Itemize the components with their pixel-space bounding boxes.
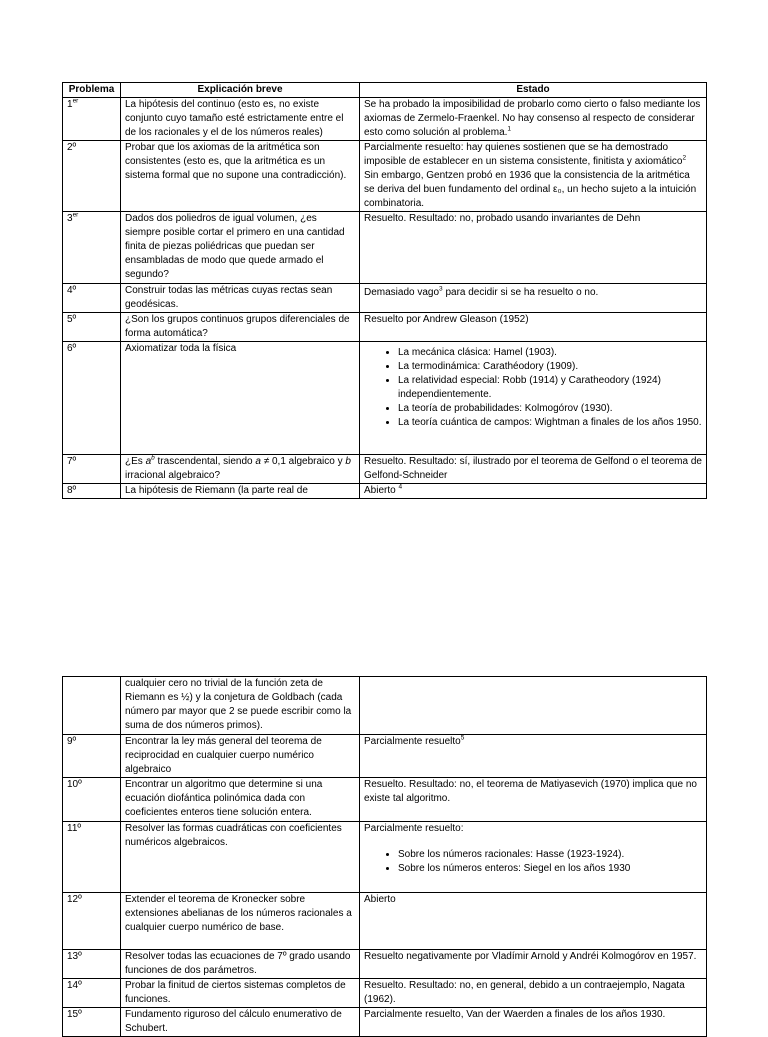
problem-status: Parcialmente resuelto$^5$ xyxy=(360,735,707,778)
table-row xyxy=(63,950,707,979)
problem-number: 9º xyxy=(63,735,121,778)
problem-explanation: La hipótesis de Riemann (la parte real de xyxy=(121,484,360,499)
problem-status: Se ha probado la imposibilidad de probarlo como cierto o falso mediante los axiomas de Zermelo-Fraenkel. No hay consenso al respecto de considerar esto como solución al problema.$^1$ xyxy=(360,98,707,141)
problem-number: 11º xyxy=(63,822,121,893)
problem-status: Parcialmente resuelto, Van der Waerden a finales de los años 1930. xyxy=(360,1008,707,1037)
table-row xyxy=(63,677,707,735)
list-item: • La relatividad especial: Robb (1914) y Caratheodory (1924) independientemente. xyxy=(398,374,702,402)
hilbert-problems-table xyxy=(62,82,707,499)
list-item: • La termodinámica: Carathéodory (1909). xyxy=(398,360,702,374)
table-row xyxy=(63,141,707,212)
problem-explanation: Axiomatizar toda la física xyxy=(121,342,360,455)
status-intro: Parcialmente resuelto: xyxy=(364,823,464,834)
problem-explanation: Encontrar la ley más general del teorema de reciprocidad en cualquier cuerpo numérico algebraico xyxy=(121,735,360,778)
table-row xyxy=(63,893,707,950)
problem-status: Demasiado vago$^3$ para decidir si se ha resuelto o no. xyxy=(360,284,707,313)
problem-status: Abierto $^4$ xyxy=(360,484,707,499)
problem-number: 13º xyxy=(63,950,121,979)
problem-explanation: Probar que los axiomas de la aritmética son consistentes (esto es, que la aritmética es un sistema formal que no supone una contradicción). xyxy=(121,141,360,212)
problem-explanation: La hipótesis del continuo (esto es, no existe conjunto cuyo tamaño esté estrictamente entre el de los racionales y el de los números reales) xyxy=(121,98,360,141)
table-header-row xyxy=(63,83,707,98)
table-row xyxy=(63,98,707,141)
table-row xyxy=(63,484,707,499)
problem-explanation: cualquier cero no trivial de la función zeta de Riemann es ½) y la conjetura de Goldbach (cada número par mayor que 2 se puede escribir como la suma de dos números primos). xyxy=(121,677,360,735)
column-header-explicacion: Explicación breve xyxy=(121,83,360,98)
problem-number: 3er xyxy=(63,212,121,284)
list-item: • La mecánica clásica: Hamel (1903). xyxy=(398,346,702,360)
problem-number: 1er xyxy=(63,98,121,141)
hilbert-problems-table-continued xyxy=(62,676,707,1037)
table-row xyxy=(63,735,707,778)
problem-number: 8º xyxy=(63,484,121,499)
problem-status xyxy=(360,342,707,455)
problem-number xyxy=(63,677,121,735)
problem-explanation: ¿Es $a^b$ trascendental, siendo a ≠ 0,1 algebraico y b irracional algebraico? xyxy=(121,455,360,484)
problem-explanation: Encontrar un algoritmo que determine si una ecuación diofántica polinómica dada con coeficientes enteros tiene solución entera. xyxy=(121,778,360,822)
table-row xyxy=(63,284,707,313)
problem-number: 7º xyxy=(63,455,121,484)
problem-status: Resuelto. Resultado: no, en general, debido a un contraejemplo, Nagata (1962). xyxy=(360,979,707,1008)
problem-number: 15º xyxy=(63,1008,121,1037)
problem-number: 14º xyxy=(63,979,121,1008)
page-2 xyxy=(0,560,768,1034)
problem-number: 4º xyxy=(63,284,121,313)
list-item: • Sobre los números enteros: Siegel en los años 1930 xyxy=(398,862,702,876)
problem-number: 10º xyxy=(63,778,121,822)
list-item: • Sobre los números racionales: Hasse (1923-1924). xyxy=(398,848,702,862)
table-row xyxy=(63,313,707,342)
status-list xyxy=(364,848,702,876)
problem-status: Resuelto. Resultado: no, probado usando invariantes de Dehn xyxy=(360,212,707,284)
column-header-estado: Estado xyxy=(360,83,707,98)
problem-status xyxy=(360,822,707,893)
problem-explanation: Fundamento riguroso del cálculo enumerativo de Schubert. xyxy=(121,1008,360,1037)
problem-explanation: Dados dos poliedros de igual volumen, ¿es siempre posible cortar el primero en una cantidad finita de piezas poliédricas que puedan ser ensambladas de modo que quede armado el segundo? xyxy=(121,212,360,284)
status-list xyxy=(364,346,702,430)
list-item: • La teoría cuántica de campos: Wightman a finales de los años 1950. xyxy=(398,416,702,430)
problem-explanation: Resolver las formas cuadráticas con coeficientes numéricos algebraicos. xyxy=(121,822,360,893)
problem-status: Resuelto por Andrew Gleason (1952) xyxy=(360,313,707,342)
problem-status: Resuelto negativamente por Vladímir Arnold y Andréi Kolmogórov en 1957. xyxy=(360,950,707,979)
problem-number: 5º xyxy=(63,313,121,342)
table-row xyxy=(63,778,707,822)
table-row xyxy=(63,455,707,484)
table-row xyxy=(63,822,707,893)
table-row xyxy=(63,979,707,1008)
problem-explanation: ¿Son los grupos continuos grupos diferenciales de forma automática? xyxy=(121,313,360,342)
table-row xyxy=(63,1008,707,1037)
problem-explanation: Probar la finitud de ciertos sistemas completos de funciones. xyxy=(121,979,360,1008)
table-row xyxy=(63,342,707,455)
problem-explanation: Resolver todas las ecuaciones de 7º grado usando funciones de dos parámetros. xyxy=(121,950,360,979)
problem-status: Abierto xyxy=(360,893,707,950)
problem-explanation: Construir todas las métricas cuyas rectas sean geodésicas. xyxy=(121,284,360,313)
problem-status: Resuelto. Resultado: no, el teorema de Matiyasevich (1970) implica que no existe tal algoritmo. xyxy=(360,778,707,822)
problem-status xyxy=(360,677,707,735)
problem-explanation: Extender el teorema de Kronecker sobre extensiones abelianas de los números racionales a cualquier cuerpo numérico de base. xyxy=(121,893,360,950)
table-row xyxy=(63,212,707,284)
column-header-problema: Problema xyxy=(63,83,121,98)
problem-number: 2º xyxy=(63,141,121,212)
problem-number: 6º xyxy=(63,342,121,455)
problem-status: Parcialmente resuelto: hay quienes sostienen que se ha demostrado imposible de establecer en un sistema consistente, finitista y axiomático$^2$ Sin embargo, Gentzen probó en 1936 que la consistencia de la aritmética se deriva del buen fundamento del ordinal ε₀, un hecho sujeto a la intuición combinatoria. xyxy=(360,141,707,212)
problem-number: 12º xyxy=(63,893,121,950)
list-item: • La teoría de probabilidades: Kolmogórov (1930). xyxy=(398,402,702,416)
problem-status: Resuelto. Resultado: sí, ilustrado por el teorema de Gelfond o el teorema de Gelfond-Schneider xyxy=(360,455,707,484)
